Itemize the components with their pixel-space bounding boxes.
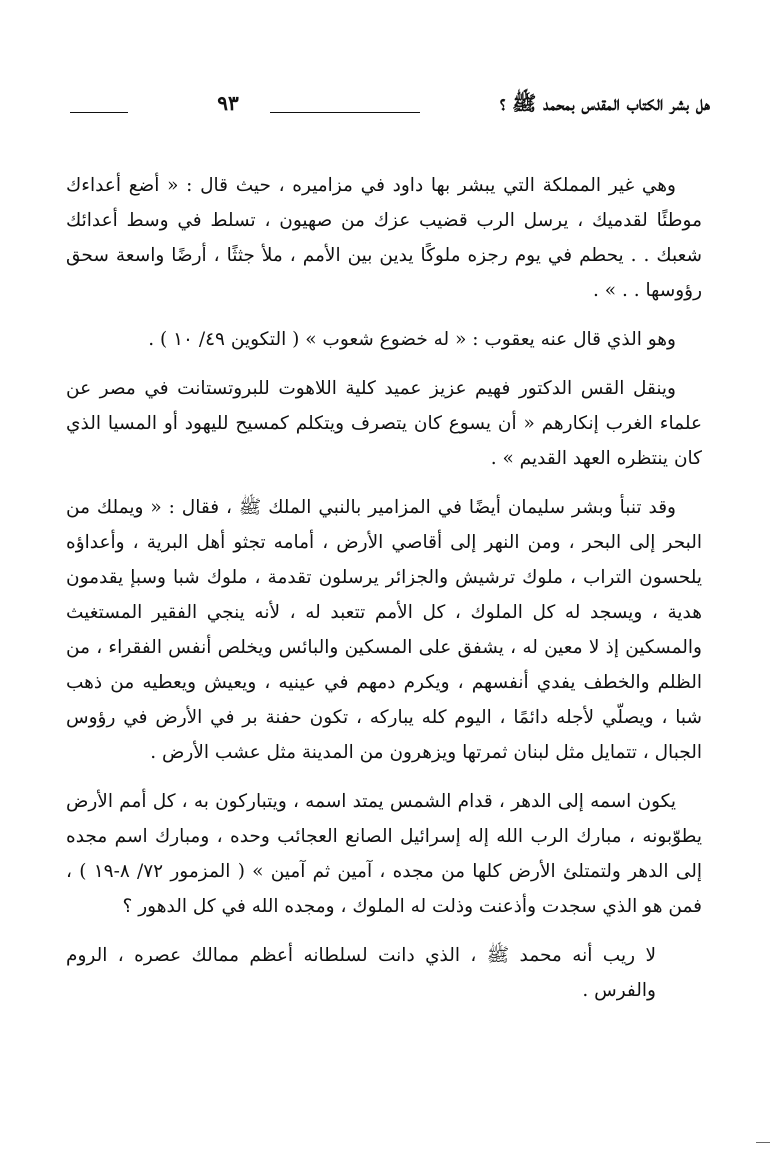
paragraph-conclusion: لا ريب أنه محمد ﷺ ، الذي دانت لسلطانه أعظم ممالك عصره ، الروم والفرس . — [66, 945, 656, 1001]
page-corner-mark — [756, 1142, 770, 1143]
paragraph-jacob: وهو الذي قال عنه يعقوب : « له خضوع شعوب » ( التكوين ٤٩/ ١٠ ) . — [148, 329, 676, 350]
page-number: ٩٣ — [217, 91, 239, 115]
header-rule-left — [70, 112, 128, 113]
running-header — [70, 88, 710, 122]
paragraph-psalm-72: يكون اسمه إلى الدهر ، قدام الشمس يمتد اسمه ، ويتباركون به ، كل أمم الأرض يطوّبونه ، مبارك الرب الله إله إسرائيل الصانع العجائب وحده ، ومبارك اسم مجده إلى الدهر ولتمتلئ الأرض كلها من مجده ، آمين ثم آمين » ( المزمور ٧٢/ ٨-١٩ ) ، فمن هو الذي سجدت وأذعنت وذلت له الملوك ، ومجده الله في كل الدهور ؟ — [66, 791, 702, 917]
paragraph-fahim-aziz: وينقل القس الدكتور فهيم عزيز عميد كلية اللاهوت للبروتستانت في مصر عن علماء الغرب إنكارهم « أن يسوع كان يتصرف ويتكلم كمسيح لليهود أو المسيا الذي كان ينتظره العهد القديم » . — [66, 378, 702, 469]
chapter-title: هل بشر الكتاب المقدس بمحمد ﷺ ؟ — [499, 91, 710, 115]
header-rule-right — [270, 112, 420, 113]
page-body — [66, 168, 702, 1022]
paragraph-psalms-david: وهي غير المملكة التي يبشر بها داود في مزاميره ، حيث قال : « أضع أعداءك موطئًا لقدميك ، يرسل الرب قضيب عزك من صهيون ، تسلط في وسط أعدائك شعبك . . يحطم في يوم رجزه ملوكًا يدين بين الأمم ، ملأ جثثًا ، أرضًا واسعة سحق رؤوسها . . » . — [66, 175, 702, 301]
paragraph-solomon-prophecy: وقد تنبأ وبشر سليمان أيضًا في المزامير بالنبي الملك ﷺ ، فقال : « ويملك من البحر إلى البحر ، ومن النهر إلى أقاصي الأرض ، أمامه تجثو أهل البرية ، وأعداؤه يلحسون التراب ، ملوك ترشيش والجزائر يرسلون تقدمة ، ملوك شبا وسبإ يقدمون هدية ، ويسجد له كل الملوك ، كل الأمم تتعبد له ، لأنه ينجي الفقير المستغيث والمسكين إذ لا معين له ، يشفق على المسكين والبائس ويخلص أنفس الفقراء ، من الظلم والخطف يفدي أنفسهم ، ويكرم دمهم في عينيه ، ويعيش ويعطيه من ذهب شبا ، ويصلّي لأجله دائمًا ، اليوم كله يباركه ، تكون حفنة بر في الأرض في رؤوس الجبال ، تتمايل مثل لبنان ثمرتها ويزهرون من المدينة مثل عشب الأرض . — [66, 497, 702, 763]
